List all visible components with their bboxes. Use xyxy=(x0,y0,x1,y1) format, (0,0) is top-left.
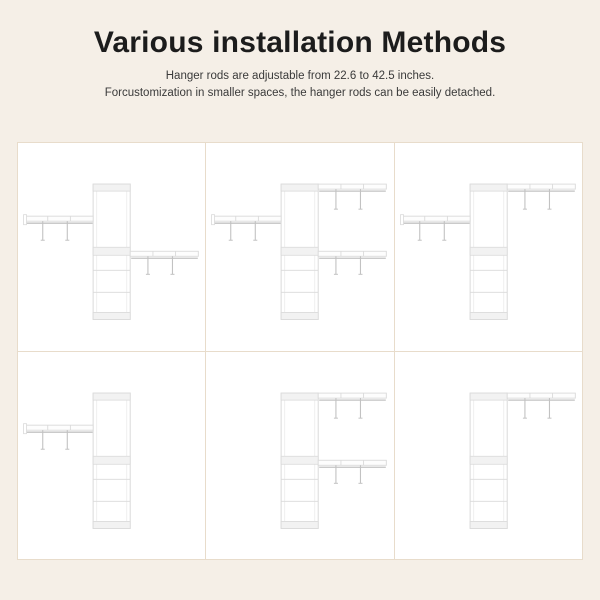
page-title: Various installation Methods xyxy=(93,26,507,59)
closet-diagram xyxy=(18,143,205,351)
method-cell-3 xyxy=(395,143,582,351)
closet-diagram xyxy=(395,143,582,351)
closet-diagram xyxy=(206,143,393,351)
method-cell-1 xyxy=(18,143,205,351)
closet-diagram xyxy=(18,352,205,560)
method-cell-5 xyxy=(206,352,393,560)
method-cell-2 xyxy=(206,143,393,351)
closet-diagram xyxy=(395,352,582,560)
subtitle-line-2: Forcustomization in smaller spaces, the hanger rods can be easily detached. xyxy=(104,86,496,99)
method-cell-6 xyxy=(395,352,582,560)
closet-diagram xyxy=(206,352,393,560)
subtitle xyxy=(0,68,600,103)
header xyxy=(0,0,600,102)
subtitle-line-1: Hanger rods are adjustable from 22.6 to 42.5 inches. xyxy=(165,69,435,82)
methods-grid xyxy=(17,142,583,560)
method-cell-4 xyxy=(18,352,205,560)
